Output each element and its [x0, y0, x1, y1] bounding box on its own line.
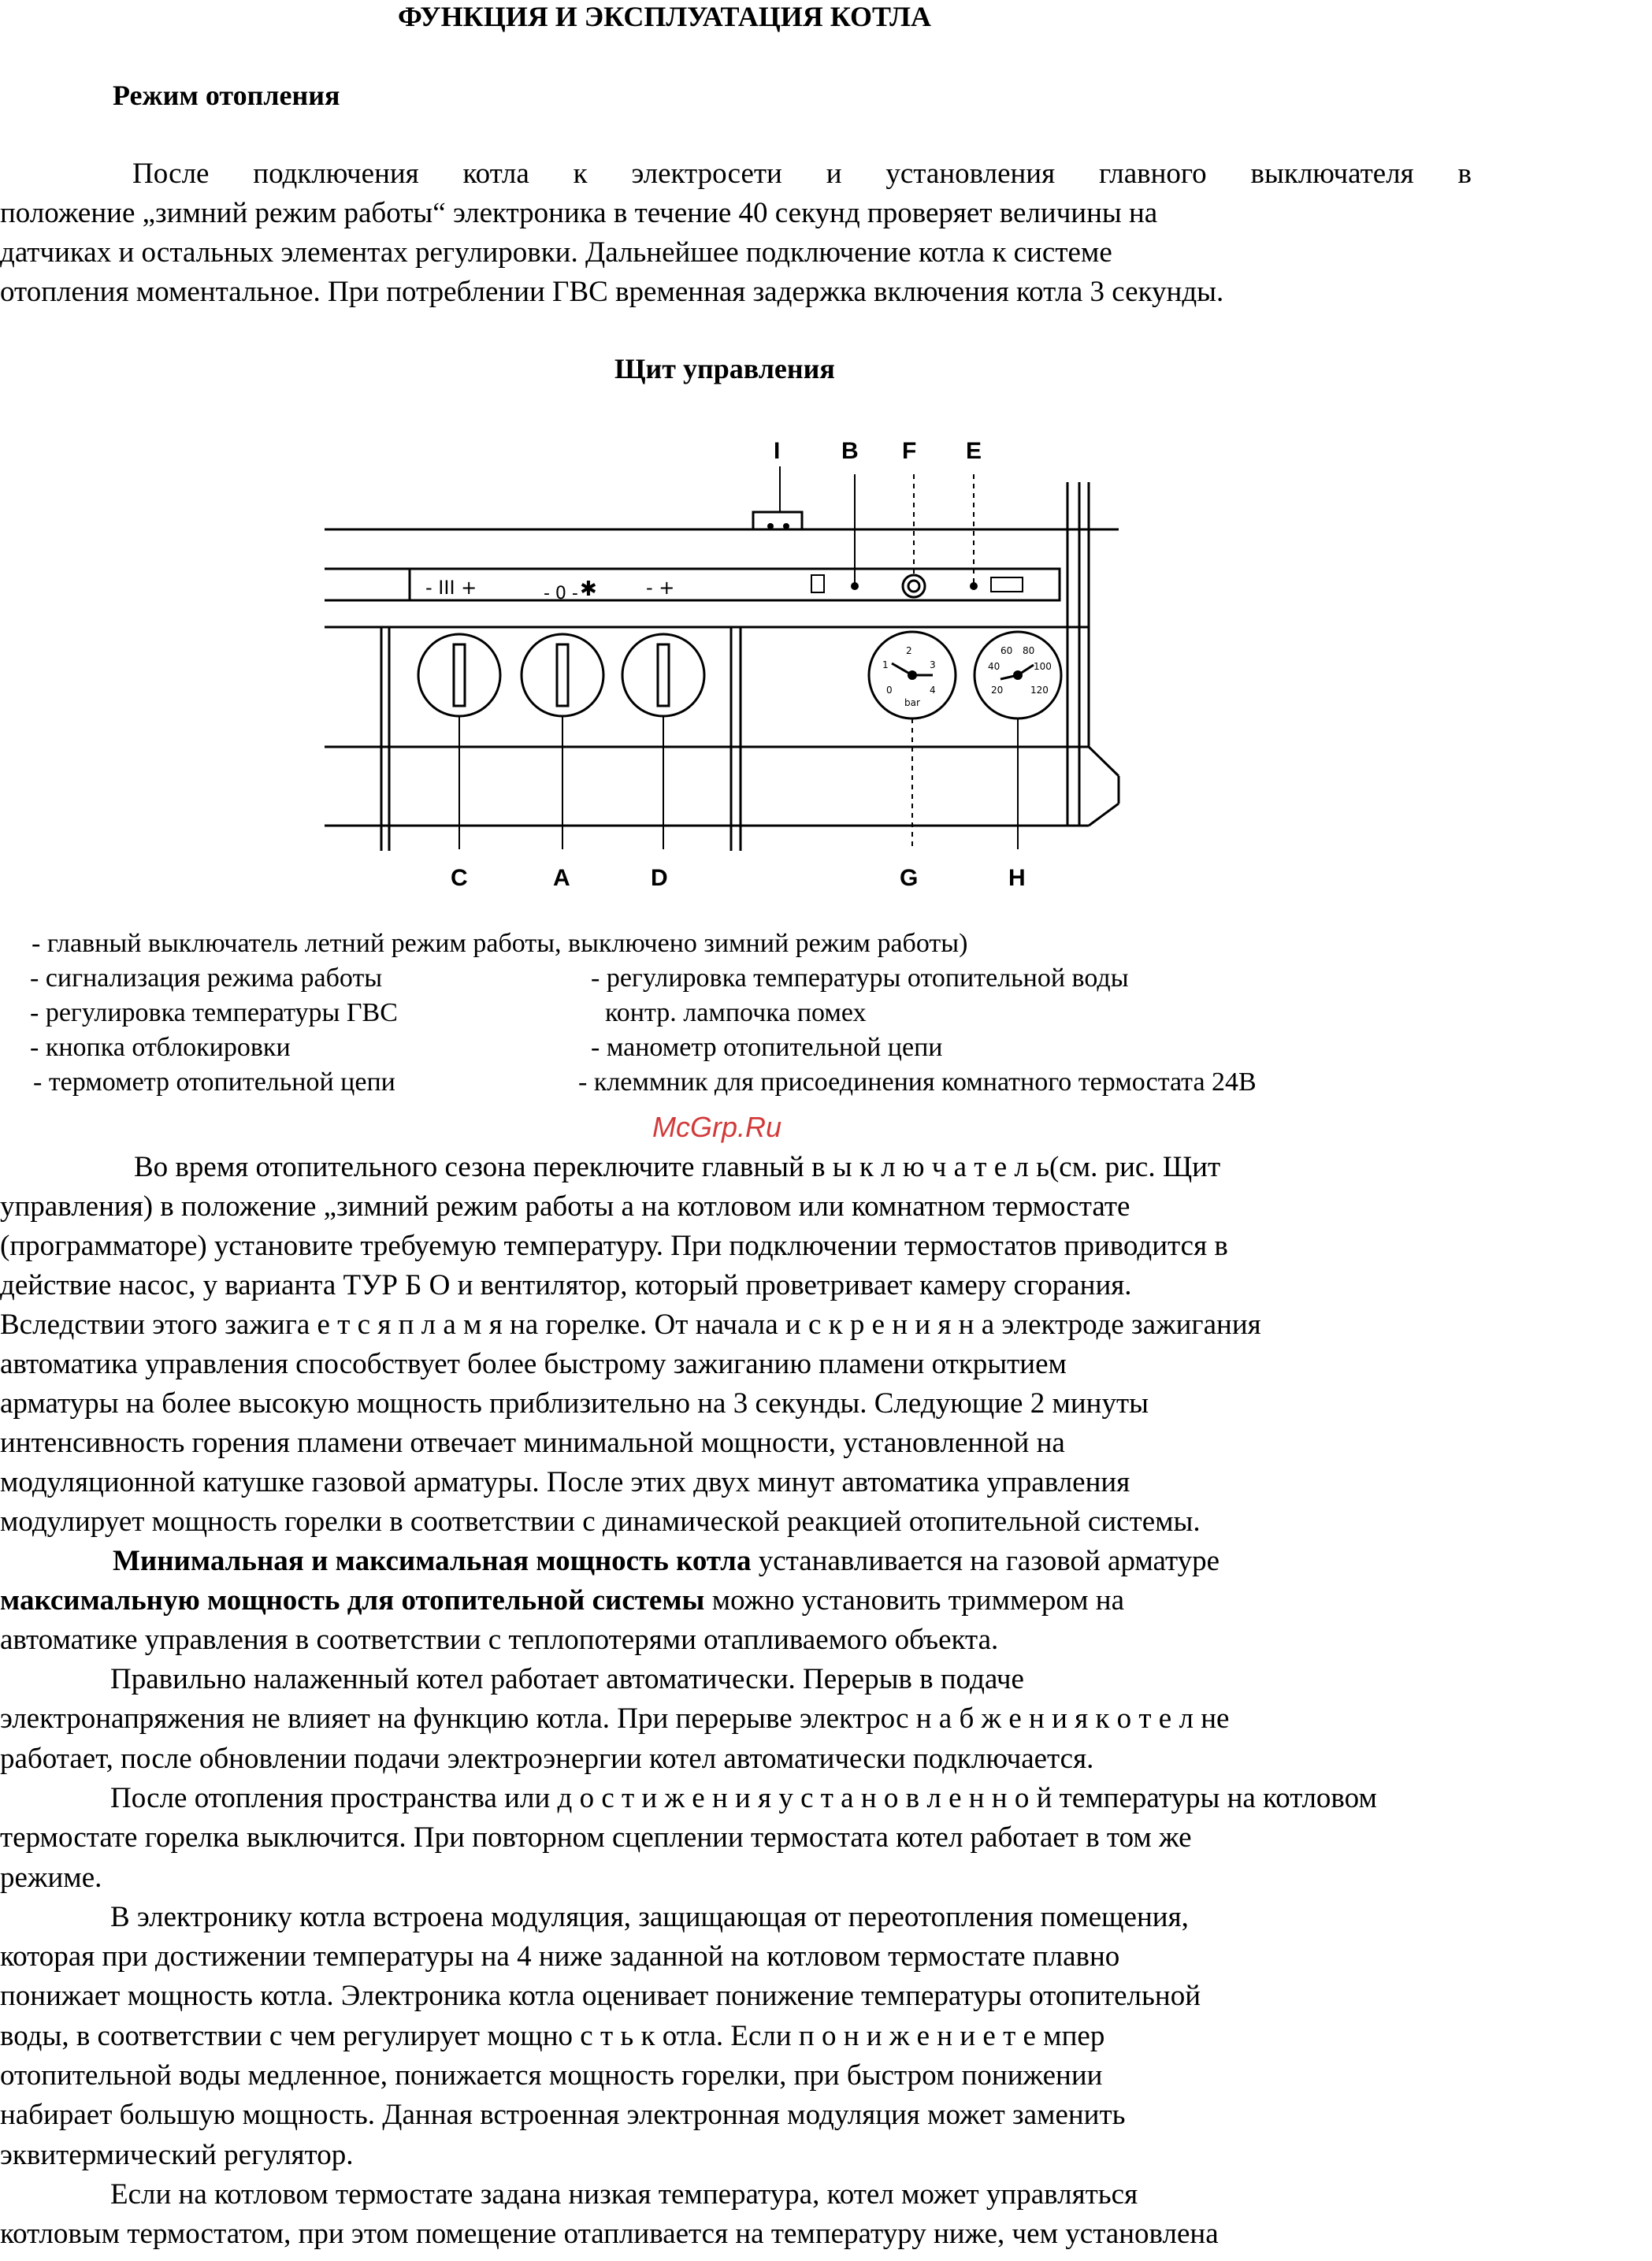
legend-right: - клеммник для присоединения комнатного термостата 24В: [578, 1067, 1257, 1097]
text-line: модулирует мощность горелки в соответствии с динамической реакцией отопительной системы.: [0, 1505, 1201, 1538]
legend-left: - сигнализация режима работы: [30, 963, 383, 993]
strip-symbol-dhw: - III +: [425, 577, 477, 599]
thermometer-scale-80: 80: [1023, 645, 1035, 656]
text-line: Во время отопительного сезона переключите главный в ы к л ю ч а т е л ь(см. рис. Щит: [134, 1151, 1221, 1183]
strip-snowflake-icon: ✱: [580, 577, 597, 601]
text-line: понижает мощность котла. Электроника котла оценивает понижение температуры отопительной: [0, 1980, 1201, 2013]
power-bold-1: Минимальная и максимальная мощность котла: [113, 1545, 752, 1577]
label-g: G: [900, 865, 919, 891]
manometer-scale-3: 3: [930, 659, 936, 670]
section-heading: Режим отопления: [113, 80, 340, 111]
text-line: В электронику котла встроена модуляция, защищающая от переотопления помещения,: [110, 1900, 1189, 1933]
text-line: автоматика управления способствует более быстрому зажиганию пламени открытием: [0, 1348, 1067, 1380]
legend-left: - регулировка температуры ГВС: [30, 998, 398, 1027]
power-line: автоматике управления в соответствии с теплопотерями отапливаемого объекта.: [0, 1624, 999, 1656]
power-bold-2: максимальную мощность для отопительной системы: [0, 1584, 705, 1617]
text-line: эквитермический регулятор.: [0, 2138, 354, 2171]
text-line: действие насос, у варианта ТУР Б О и вентилятор, который проветривает камеру сгорания.: [0, 1269, 1132, 1301]
text-line: котловым термостатом, при этом помещение отапливается на температуру ниже, чем установлена: [0, 2218, 1219, 2251]
watermark: McGrp.Ru: [652, 1111, 782, 1143]
legend-right: контр. лампочка помех: [605, 998, 867, 1027]
intro-line: После подключения котла к электросети и установления главного выключателя в: [132, 158, 1472, 190]
manometer-scale-0: 0: [886, 685, 893, 696]
legend-left: - главный выключатель летний режим работы, выключено зимний режим работы): [32, 929, 968, 958]
power-rest-2: можно установить триммером на: [704, 1584, 1124, 1617]
text-line: Правильно налаженный котел работает автоматически. Перерыв в подаче: [110, 1663, 1024, 1695]
text-line: набирает большую мощность. Данная встроенная электронная модуляция может заменить: [0, 2099, 1126, 2132]
text-line: работает, после обновлении подачи электроэнергии котел автоматически подключается.: [0, 1742, 1094, 1775]
page-title: ФУНКЦИЯ И ЭКСПЛУАТАЦИЯ КОТЛА: [398, 1, 932, 32]
legend-right: - манометр отопительной цепи: [591, 1033, 943, 1062]
power-rest-1: устанавливается на газовой арматуре: [751, 1545, 1220, 1577]
strip-symbol-mode: - 0 -: [544, 584, 578, 603]
manometer-unit: bar: [904, 697, 920, 708]
strip-symbol-heat: - +: [646, 577, 675, 599]
intro-line: отопления моментальное. При потреблении ГВС временная задержка включения котла 3 секунды.: [0, 276, 1224, 308]
power-line: [0, 1581, 1124, 1621]
label-b: B: [841, 438, 859, 464]
text-line: воды, в соответствии с чем регулирует мощно с т ь к отла. Если п о н и ж е н и е т е мпер: [0, 2019, 1105, 2052]
text-line: После отопления пространства или д о с т и ж е н и я у с т а н о в л е н н о й температуры на котловом: [110, 1781, 1377, 1814]
thermometer-scale-100: 100: [1034, 661, 1052, 672]
power-line: [113, 1542, 1220, 1581]
thermometer-scale-60: 60: [1000, 645, 1013, 656]
text-line: интенсивность горения пламени отвечает минимальной мощности, установленной на: [0, 1427, 1065, 1459]
manometer-scale-1: 1: [882, 659, 889, 670]
text-line: термостате горелка выключится. При повторном сцеплении термостата котел работает в том же: [0, 1821, 1192, 1854]
manometer-scale-4: 4: [930, 685, 936, 696]
label-f: F: [902, 438, 917, 464]
legend-right: - регулировка температуры отопительной воды: [591, 963, 1129, 993]
legend-left: - кнопка отблокировки: [30, 1033, 291, 1062]
label-d: D: [651, 865, 668, 891]
figure-caption: Щит управления: [614, 353, 835, 384]
label-i: I: [774, 438, 781, 464]
text-line: отопительной воды медленное, понижается мощность горелки, при быстром понижении: [0, 2059, 1103, 2092]
thermometer-scale-20: 20: [991, 685, 1004, 696]
label-h: H: [1008, 865, 1026, 891]
label-a: A: [553, 865, 570, 891]
thermometer-scale-40: 40: [988, 661, 1000, 672]
intro-line: положение „зимний режим работы“ электроника в течение 40 секунд проверяет величины на: [0, 197, 1158, 229]
thermometer-scale-120: 120: [1030, 685, 1049, 696]
text-line: режиме.: [0, 1861, 102, 1894]
manometer-scale-2: 2: [906, 645, 912, 656]
intro-line: датчиках и остальных элементах регулировки. Дальнейшее подключение котла к системе: [0, 236, 1112, 269]
text-line: электронапряжения не влияет на функцию котла. При перерыве электрос н а б ж е н и я к о т е л не: [0, 1702, 1230, 1736]
label-e: E: [966, 438, 982, 464]
text-line: (программаторе) установите требуемую температуру. При подключении термостатов приводится в: [0, 1230, 1228, 1262]
text-line: модуляционной катушке газовой арматуры. После этих двух минут автоматика управления: [0, 1466, 1130, 1498]
text-line: арматуры на более высокую мощность приблизительно на 3 секунды. Следующие 2 минуты: [0, 1387, 1149, 1420]
label-c: C: [451, 865, 468, 891]
legend-left: - термометр отопительной цепи: [33, 1067, 395, 1097]
text-line: Если на котловом термостате задана низкая температура, котел может управляться: [110, 2177, 1138, 2211]
text-line: управления) в положение „зимний режим работы а на котловом или комнатном термостате: [0, 1190, 1130, 1223]
control-panel-diagram: [0, 0, 1652, 914]
text-line: которая при достижении температуры на 4 ниже заданной на котловом термостате плавно: [0, 1940, 1120, 1973]
text-line: Вследствии этого зажига е т с я п л а м я на горелке. От начала и с к р е н и я н а электроде зажигания: [0, 1309, 1261, 1341]
